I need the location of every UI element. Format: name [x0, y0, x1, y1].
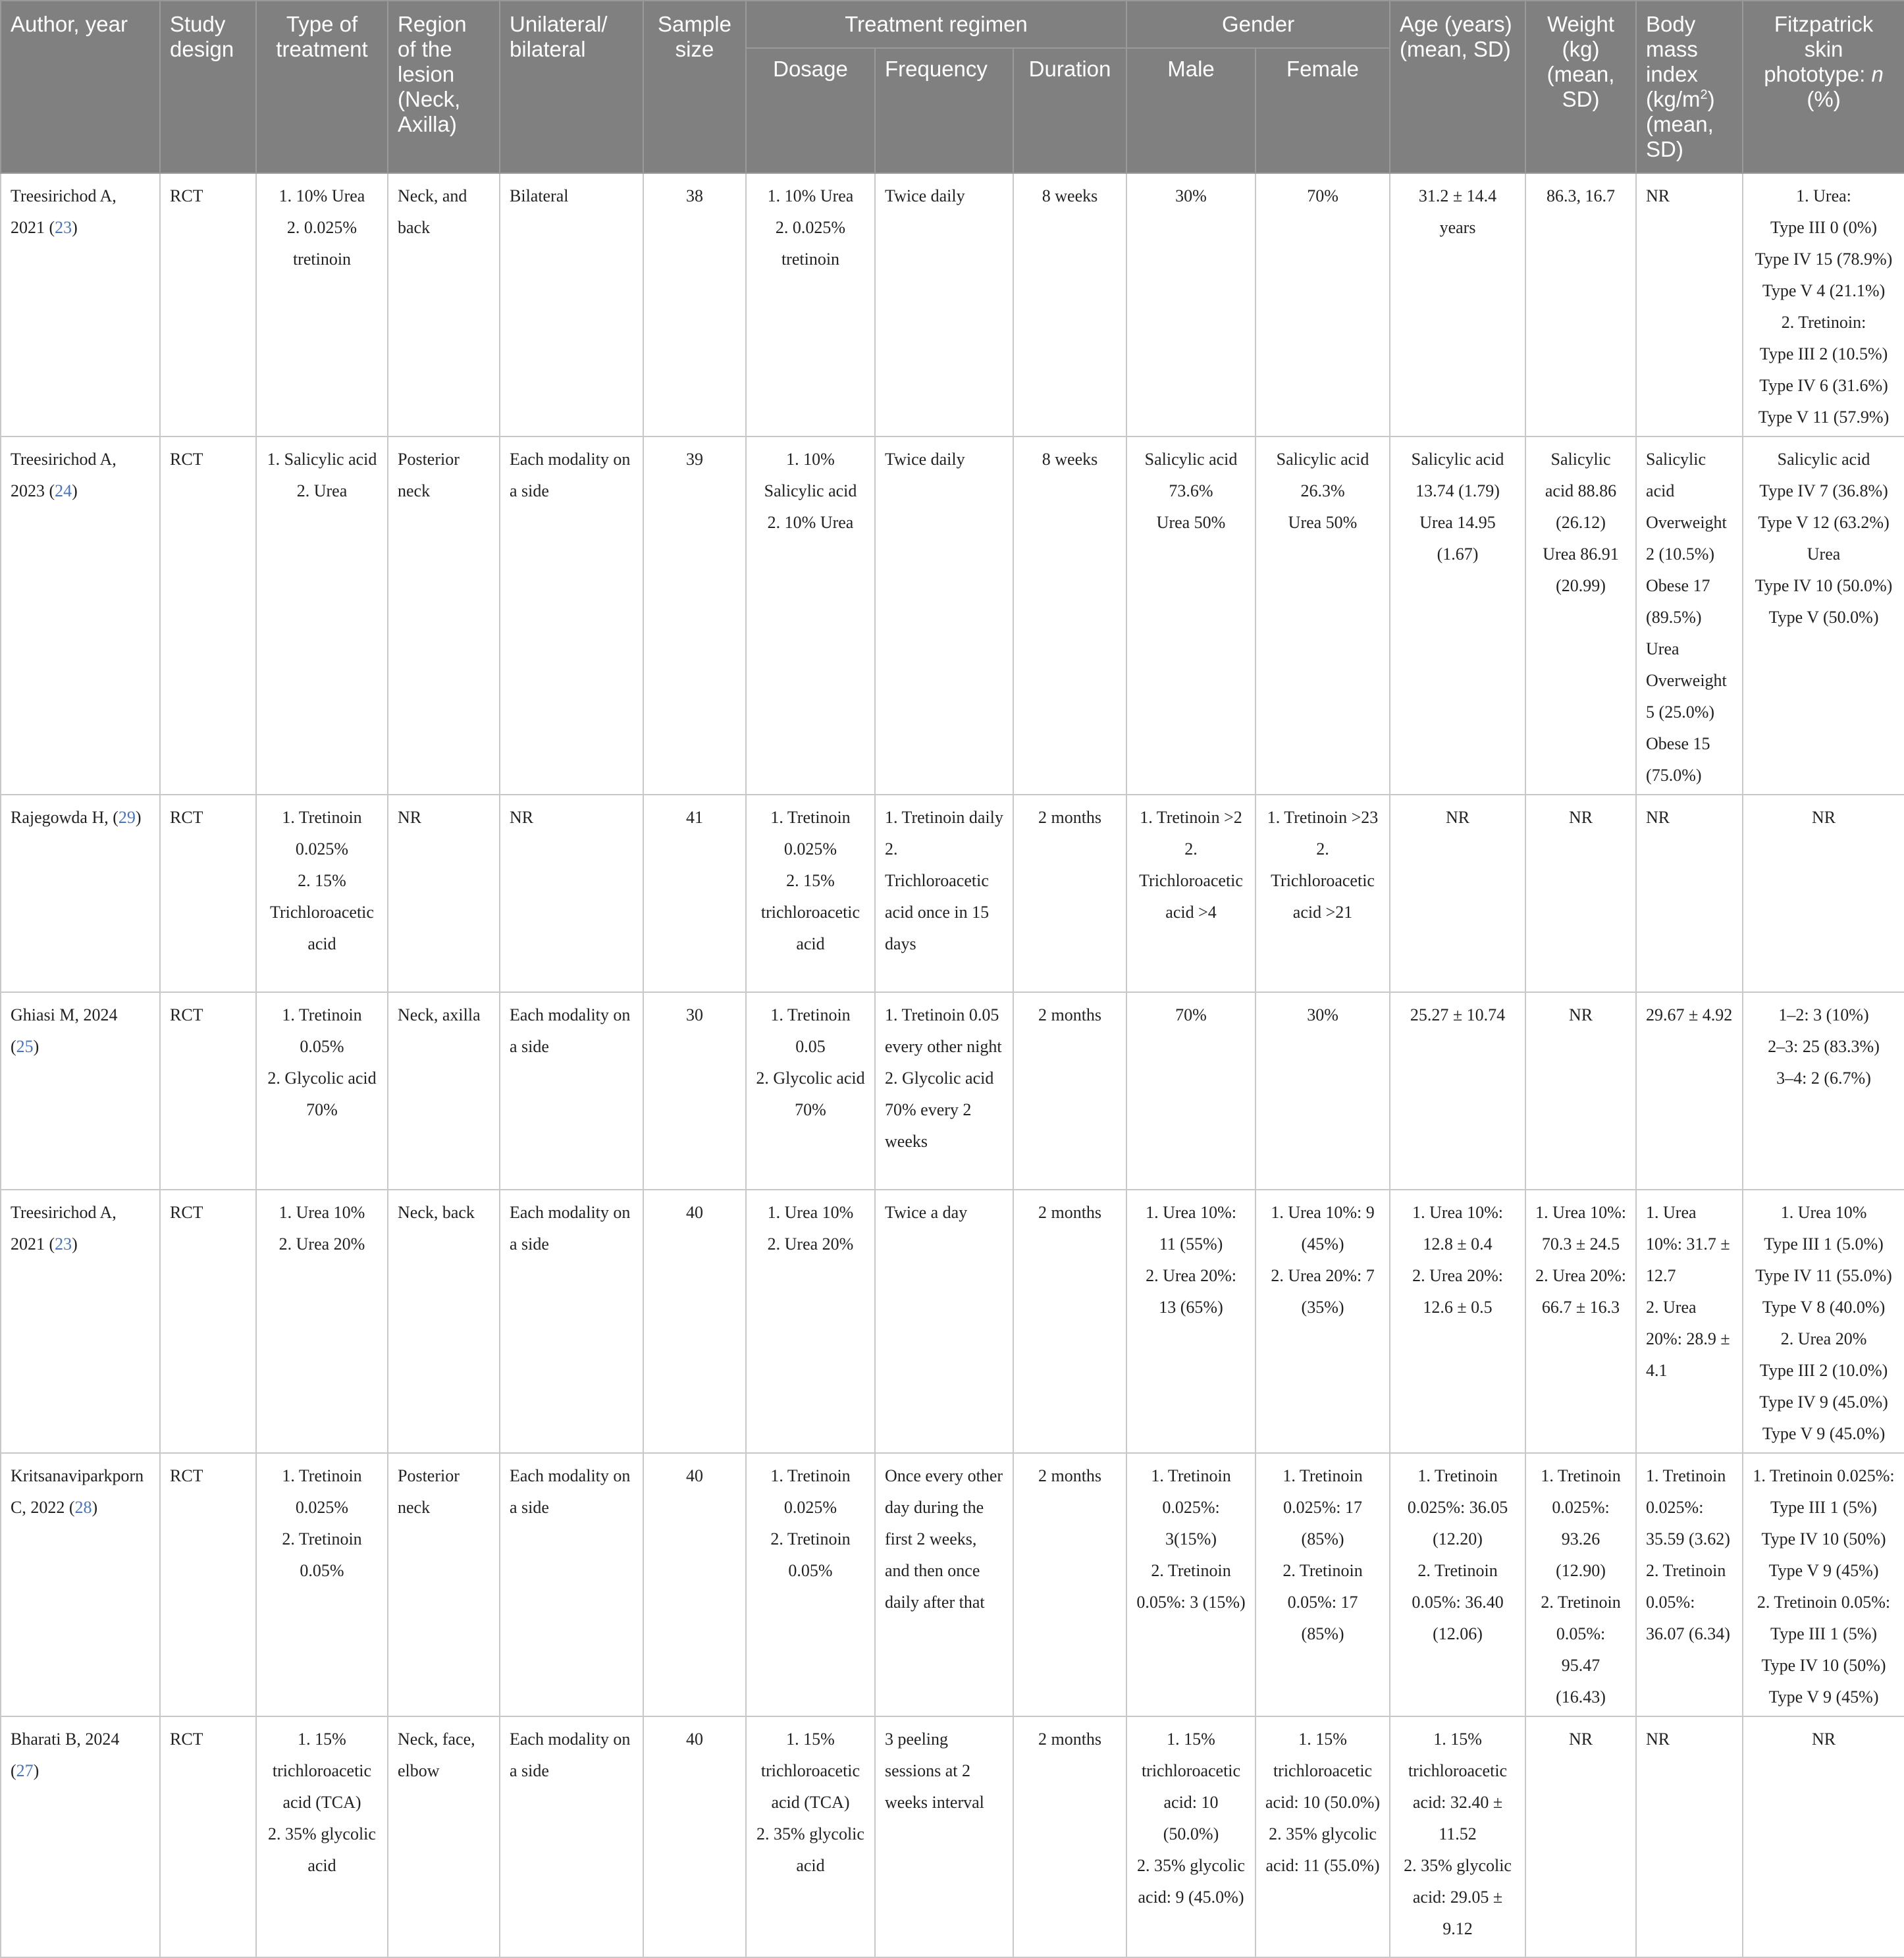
header-frequency: Frequency — [875, 48, 1013, 173]
cell-line: 1. Tretinoin 0.025%: 35.59 (3.62) — [1646, 1466, 1730, 1548]
reference-link[interactable]: 23 — [55, 1234, 72, 1254]
cell-line: Type V 12 (63.2%) — [1758, 513, 1890, 532]
cell-line: 2. 35% glycolic acid — [756, 1824, 864, 1875]
cell-dosage — [746, 795, 875, 992]
cell-female — [1256, 1453, 1390, 1716]
cell-duration: 2 months — [1013, 992, 1126, 1190]
cell-author — [1, 173, 160, 437]
cell-treatment — [256, 173, 388, 437]
cell-age — [1390, 1453, 1525, 1716]
table-row — [1, 1190, 1904, 1453]
cell-line: 2. Trichloroacetic acid >21 — [1271, 839, 1375, 922]
cell-line: Urea 14.95 (1.67) — [1419, 513, 1496, 564]
cell-line: 1. Tretinoin 0.05% — [282, 1005, 362, 1056]
cell-line: 1. Urea: — [1796, 186, 1851, 205]
cell-fitz — [1743, 1716, 1904, 1957]
cell-duration: 2 months — [1013, 1453, 1126, 1716]
cell-line: Type IV 7 (36.8%) — [1759, 481, 1888, 500]
cell-duration: 2 months — [1013, 1716, 1126, 1957]
cell-line: 1. 15% trichloroacetic acid (TCA) — [760, 1730, 860, 1812]
cell-region: Neck, face, elbow — [388, 1716, 500, 1957]
cell-weight — [1525, 1190, 1636, 1453]
cell-line: NR — [1445, 808, 1470, 827]
table-row — [1, 173, 1904, 437]
cell-line: Urea — [1646, 639, 1679, 658]
cell-line: Salicylic acid — [1777, 450, 1870, 469]
cell-region: NR — [388, 795, 500, 992]
cell-line: Twice a day — [885, 1203, 968, 1222]
cell-line: 1. Tretinoin 0.05 every other night — [885, 1005, 1002, 1056]
cell-line: Salicylic acid 13.74 (1.79) — [1411, 450, 1504, 500]
cell-dosage — [746, 437, 875, 795]
cell-line: Type IV 6 (31.6%) — [1759, 376, 1888, 395]
header-fitz-n: n — [1871, 62, 1884, 86]
author-text: Treesirichod A, 2021 ( — [11, 1203, 117, 1254]
table-row — [1, 437, 1904, 795]
cell-weight — [1525, 1716, 1636, 1957]
cell-line: NR — [1646, 186, 1670, 205]
cell-duration: 2 months — [1013, 1190, 1126, 1453]
cell-line: 2. Urea 20%: 66.7 ± 16.3 — [1535, 1266, 1626, 1317]
cell-dosage — [746, 992, 875, 1190]
cell-line: Urea 50% — [1288, 513, 1358, 532]
cell-male — [1126, 173, 1256, 437]
cell-line: 1. Urea 10% — [767, 1203, 854, 1222]
cell-male — [1126, 1190, 1256, 1453]
cell-frequency — [875, 173, 1013, 437]
cell-sample: 39 — [643, 437, 746, 795]
table-header — [1, 1, 1904, 173]
cell-line: 1. 15% trichloroacetic acid (TCA) — [272, 1730, 372, 1812]
cell-frequency — [875, 992, 1013, 1190]
cell-fitz — [1743, 1453, 1904, 1716]
cell-line: 1. Tretinoin daily — [885, 808, 1003, 827]
header-male: Male — [1126, 48, 1256, 173]
cell-line: 2. Glycolic acid 70% every 2 weeks — [885, 1069, 994, 1151]
cell-line: 1. Urea 10%: 12.8 ± 0.4 — [1412, 1203, 1503, 1254]
cell-region: Neck, back — [388, 1190, 500, 1453]
cell-line: 1. Tretinoin 0.025% — [770, 808, 851, 859]
reference-link[interactable]: 27 — [16, 1761, 34, 1780]
cell-line: Overweight 2 (10.5%) — [1646, 513, 1727, 564]
cell-sample: 30 — [643, 992, 746, 1190]
cell-female — [1256, 992, 1390, 1190]
cell-line: 1. Urea 10%: 11 (55%) — [1146, 1203, 1236, 1254]
cell-line: Obese 17 (89.5%) — [1646, 576, 1710, 627]
cell-author — [1, 1190, 160, 1453]
cell-region: Neck, and back — [388, 173, 500, 437]
cell-line: 2. Tretinoin 0.05%: 36.40 (12.06) — [1412, 1561, 1504, 1643]
cell-line: 2. Tretinoin: — [1781, 313, 1866, 332]
cell-line: 2. Trichloroacetic acid >4 — [1139, 839, 1243, 922]
cell-treatment — [256, 1190, 388, 1453]
cell-line: 2. Tretinoin 0.05% — [770, 1529, 851, 1580]
cell-line: 2. Urea — [296, 481, 348, 500]
cell-line: Salicylic acid 73.6% — [1144, 450, 1238, 500]
cell-line: NR — [1646, 1730, 1670, 1749]
cell-line: Type IV 10 (50.0%) — [1755, 576, 1893, 595]
cell-fitz — [1743, 795, 1904, 992]
cell-line: 70% — [1307, 186, 1338, 205]
cell-line: 2. Tretinoin 0.05%: 17 (85%) — [1283, 1561, 1363, 1643]
cell-female — [1256, 1190, 1390, 1453]
cell-line: 2. Tretinoin 0.05% — [282, 1529, 362, 1580]
cell-author — [1, 1453, 160, 1716]
cell-line: 1. 15% trichloroacetic acid: 10 (50.0%) — [1141, 1730, 1241, 1843]
cell-age — [1390, 1190, 1525, 1453]
cell-weight — [1525, 173, 1636, 437]
cell-weight — [1525, 1453, 1636, 1716]
cell-line: Type V 8 (40.0%) — [1762, 1298, 1886, 1317]
cell-treatment — [256, 992, 388, 1190]
author-text-end: ) — [33, 1037, 40, 1056]
cell-line: NR — [1811, 1730, 1836, 1749]
cell-male — [1126, 795, 1256, 992]
cell-weight — [1525, 437, 1636, 795]
cell-line: 1. Tretinoin >2 — [1140, 808, 1242, 827]
header-type-of-treatment: Type of treatment — [256, 1, 388, 173]
cell-line: 1. Urea 10% — [278, 1203, 365, 1222]
cell-line: 1. Tretinoin 0.025%: 36.05 (12.20) — [1407, 1466, 1508, 1548]
cell-line: 2. Glycolic acid 70% — [756, 1069, 865, 1119]
cell-line: 2. Tretinoin 0.05%: — [1757, 1593, 1891, 1612]
header-fitzpatrick — [1743, 1, 1904, 173]
cell-unilateral: Each modality on a side — [500, 437, 643, 795]
cell-line: 1. Tretinoin 0.025% — [282, 808, 362, 859]
cell-sample: 38 — [643, 173, 746, 437]
cell-line: 2. Urea 20%: 28.9 ± 4.1 — [1646, 1298, 1730, 1380]
cell-line: 2. 35% glycolic acid: 29.05 ± 9.12 — [1404, 1856, 1512, 1938]
author-text-end: ) — [72, 1234, 78, 1254]
table-row — [1, 992, 1904, 1190]
cell-age — [1390, 173, 1525, 437]
author-text-end: ) — [72, 218, 78, 237]
author-text: Bharati B, 2024 ( — [11, 1730, 120, 1780]
author-text: Ghiasi M, 2024 ( — [11, 1005, 118, 1056]
cell-dosage — [746, 1190, 875, 1453]
author-text-end: ) — [135, 808, 142, 827]
cell-line: 2. 35% glycolic acid — [268, 1824, 376, 1875]
cell-line: 1. Tretinoin 0.025% — [282, 1466, 362, 1517]
cell-fitz — [1743, 1190, 1904, 1453]
cell-male — [1126, 437, 1256, 795]
cell-line: 1. Tretinoin >23 — [1267, 808, 1379, 827]
cell-line: 1. Urea 10%: 31.7 ± 12.7 — [1646, 1203, 1730, 1285]
cell-bmi — [1636, 795, 1743, 992]
cell-dosage — [746, 173, 875, 437]
cell-line: Salicylic acid — [1646, 450, 1706, 500]
reference-link[interactable]: 23 — [55, 218, 72, 237]
cell-female — [1256, 795, 1390, 992]
cell-line: 2. Urea 20% — [767, 1234, 854, 1254]
cell-design: RCT — [160, 1716, 256, 1957]
author-text: Kritsanaviparkporn C, 2022 ( — [11, 1466, 144, 1517]
header-duration: Duration — [1013, 48, 1126, 173]
cell-line: NR — [1568, 808, 1593, 827]
cell-female — [1256, 173, 1390, 437]
cell-line: 1. 10% Urea — [767, 186, 854, 205]
cell-line: NR — [1646, 808, 1670, 827]
cell-line: Urea 50% — [1156, 513, 1226, 532]
cell-line: 2. Tretinoin 0.05%: 3 (15%) — [1136, 1561, 1246, 1612]
cell-line: NR — [1568, 1730, 1593, 1749]
cell-line: 70% — [1175, 1005, 1207, 1024]
cell-dosage — [746, 1716, 875, 1957]
cell-line: Type V 9 (45.0%) — [1762, 1424, 1886, 1443]
cell-bmi — [1636, 437, 1743, 795]
cell-frequency — [875, 1716, 1013, 1957]
cell-duration: 2 months — [1013, 795, 1126, 992]
cell-line: Type III 0 (0%) — [1770, 218, 1878, 237]
cell-line: Type IV 10 (50%) — [1761, 1529, 1886, 1548]
cell-frequency — [875, 1190, 1013, 1453]
reference-link[interactable]: 25 — [16, 1037, 34, 1056]
cell-design: RCT — [160, 437, 256, 795]
cell-bmi — [1636, 173, 1743, 437]
header-dosage: Dosage — [746, 48, 875, 173]
cell-unilateral: Bilateral — [500, 173, 643, 437]
cell-duration: 8 weeks — [1013, 173, 1126, 437]
cell-frequency — [875, 437, 1013, 795]
cell-frequency — [875, 1453, 1013, 1716]
header-sample-size: Sample size — [643, 1, 746, 173]
header-gender: Gender — [1126, 1, 1390, 48]
cell-line: 2–3: 25 (83.3%) — [1768, 1037, 1880, 1056]
cell-line: 30% — [1175, 186, 1207, 205]
cell-line: Type IV 10 (50%) — [1761, 1656, 1886, 1675]
table-body — [1, 173, 1904, 1957]
cell-line: 1. 10% Salicylic acid — [764, 450, 857, 500]
cell-line: Salicylic acid 88.86 (26.12) — [1545, 450, 1617, 532]
cell-sample: 40 — [643, 1453, 746, 1716]
cell-line: 2. Urea 20%: 12.6 ± 0.5 — [1412, 1266, 1503, 1317]
cell-line: 1. 10% Urea — [278, 186, 365, 205]
cell-sample: 41 — [643, 795, 746, 992]
cell-male — [1126, 1453, 1256, 1716]
cell-line: Urea 86.91 (20.99) — [1543, 544, 1619, 595]
cell-line: 2. Glycolic acid 70% — [267, 1069, 377, 1119]
cell-design: RCT — [160, 1453, 256, 1716]
cell-line: 1. Tretinoin 0.025% — [770, 1466, 851, 1517]
author-text: Treesirichod A, 2021 ( — [11, 186, 117, 237]
table-row — [1, 795, 1904, 992]
cell-author — [1, 437, 160, 795]
cell-line: 31.2 ± 14.4 years — [1418, 186, 1497, 237]
cell-line: 1. Urea 10%: 9 (45%) — [1271, 1203, 1375, 1254]
cell-line: 1. Urea 10% — [1780, 1203, 1867, 1222]
cell-line: NR — [1811, 808, 1836, 827]
cell-weight — [1525, 992, 1636, 1190]
cell-female — [1256, 437, 1390, 795]
cell-line: Obese 15 (75.0%) — [1646, 734, 1710, 785]
cell-frequency — [875, 795, 1013, 992]
cell-line: 29.67 ± 4.92 — [1646, 1005, 1733, 1024]
author-text-end: ) — [92, 1498, 98, 1517]
header-fitz-text: Fitzpatrick skin phototype: — [1764, 12, 1874, 86]
header-bmi — [1636, 1, 1743, 173]
cell-duration: 8 weeks — [1013, 437, 1126, 795]
cell-sample: 40 — [643, 1716, 746, 1957]
cell-line: 2. Tretinoin 0.05%: 95.47 (16.43) — [1541, 1593, 1621, 1707]
cell-author — [1, 1716, 160, 1957]
cell-line: 86.3, 16.7 — [1547, 186, 1616, 205]
cell-line: 2. 15% Trichloroacetic acid — [270, 871, 374, 953]
cell-unilateral: Each modality on a side — [500, 1453, 643, 1716]
cell-region: Posterior neck — [388, 1453, 500, 1716]
cell-line: Type III 1 (5%) — [1770, 1624, 1878, 1643]
cell-weight — [1525, 795, 1636, 992]
cell-line: NR — [1568, 1005, 1593, 1024]
cell-line: 2. 35% glycolic acid: 11 (55.0%) — [1265, 1824, 1380, 1875]
cell-line: 3 peeling sessions at 2 weeks interval — [885, 1730, 984, 1812]
cell-unilateral: Each modality on a side — [500, 1716, 643, 1957]
cell-design: RCT — [160, 992, 256, 1190]
cell-dosage — [746, 1453, 875, 1716]
cell-line: 2. 15% trichloroacetic acid — [760, 871, 860, 953]
cell-unilateral: NR — [500, 795, 643, 992]
header-female: Female — [1256, 48, 1390, 173]
cell-line: 30% — [1307, 1005, 1338, 1024]
cell-line: 2. 35% glycolic acid: 9 (45.0%) — [1137, 1856, 1245, 1907]
cell-treatment — [256, 795, 388, 992]
author-text-end: ) — [33, 1761, 40, 1780]
cell-line: Type IV 15 (78.9%) — [1755, 250, 1893, 269]
author-text: Rajegowda H, ( — [11, 808, 119, 827]
cell-line: 2. Urea 20% — [278, 1234, 365, 1254]
cell-design: RCT — [160, 1190, 256, 1453]
header-bmi-sup: 2 — [1700, 88, 1708, 102]
cell-sample: 40 — [643, 1190, 746, 1453]
cell-line: Type III 2 (10.5%) — [1759, 344, 1888, 363]
cell-line: 1. Salicylic acid — [267, 450, 377, 469]
header-study-design: Study design — [160, 1, 256, 173]
cell-line: 1. Urea 10%: 70.3 ± 24.5 — [1535, 1203, 1626, 1254]
cell-author — [1, 992, 160, 1190]
header-unilateral: Unilateral/ bilateral — [500, 1, 643, 173]
cell-age — [1390, 1716, 1525, 1957]
cell-line: Urea — [1807, 544, 1841, 564]
cell-line: Twice daily — [885, 450, 965, 469]
cell-line: 1. Tretinoin 0.025%: 17 (85%) — [1283, 1466, 1363, 1548]
cell-line: Salicylic acid 26.3% — [1276, 450, 1369, 500]
cell-fitz — [1743, 992, 1904, 1190]
cell-age — [1390, 992, 1525, 1190]
cell-line: 25.27 ± 10.74 — [1410, 1005, 1506, 1024]
author-text: Treesirichod A, 2023 ( — [11, 450, 117, 500]
cell-unilateral: Each modality on a side — [500, 992, 643, 1190]
cell-female — [1256, 1716, 1390, 1957]
cell-line: 1. Tretinoin 0.025%: 3(15%) — [1151, 1466, 1231, 1548]
cell-unilateral: Each modality on a side — [500, 1190, 643, 1453]
header-bmi-text: Body mass index (kg/m — [1646, 12, 1701, 111]
author-text-end: ) — [72, 481, 78, 500]
cell-line: Type III 1 (5%) — [1770, 1498, 1878, 1517]
cell-line: 2. Trichloroacetic acid once in 15 days — [885, 839, 990, 953]
cell-line: Type III 2 (10.0%) — [1759, 1361, 1888, 1380]
cell-bmi — [1636, 1716, 1743, 1957]
cell-line: 2. 0.025% tretinoin — [286, 218, 357, 269]
cell-line: Type V 9 (45%) — [1768, 1561, 1879, 1580]
cell-line: Twice daily — [885, 186, 965, 205]
cell-line: 1. Tretinoin 0.05 — [770, 1005, 851, 1056]
cell-line: 2. Urea 20% — [1780, 1329, 1867, 1348]
cell-line: 2. 0.025% tretinoin — [775, 218, 846, 269]
cell-line: 1. 15% trichloroacetic acid: 32.40 ± 11.52 — [1408, 1730, 1508, 1843]
header-treatment-regimen: Treatment regimen — [746, 1, 1126, 48]
cell-age — [1390, 795, 1525, 992]
cell-line: Type IV 11 (55.0%) — [1755, 1266, 1892, 1285]
header-weight: Weight (kg) (mean, SD) — [1525, 1, 1636, 173]
reference-link[interactable]: 28 — [74, 1498, 92, 1517]
cell-region: Neck, axilla — [388, 992, 500, 1190]
cell-line: Type IV 9 (45.0%) — [1759, 1392, 1888, 1412]
cell-line: 1. Tretinoin 0.025%: — [1753, 1466, 1895, 1485]
cell-treatment — [256, 437, 388, 795]
cell-author — [1, 795, 160, 992]
cell-line: 2. Urea 20%: 13 (65%) — [1146, 1266, 1236, 1317]
cell-line: Overweight 5 (25.0%) — [1646, 671, 1727, 722]
header-region: Region of the lesion (Neck, Axilla) — [388, 1, 500, 173]
cell-fitz — [1743, 173, 1904, 437]
cell-line: Once every other day during the first 2 weeks, and then once daily after that — [885, 1466, 1003, 1612]
cell-line: 1–2: 3 (10%) — [1778, 1005, 1869, 1024]
cell-design: RCT — [160, 795, 256, 992]
cell-age — [1390, 437, 1525, 795]
cell-design: RCT — [160, 173, 256, 437]
cell-line: Type V 9 (45%) — [1768, 1687, 1879, 1707]
header-age: Age (years) (mean, SD) — [1390, 1, 1525, 173]
reference-link[interactable]: 24 — [55, 481, 72, 500]
cell-line: 3–4: 2 (6.7%) — [1776, 1069, 1871, 1088]
cell-line: 1. Tretinoin 0.025%: 93.26 (12.90) — [1541, 1466, 1621, 1580]
table-row — [1, 1453, 1904, 1716]
cell-male — [1126, 1716, 1256, 1957]
cell-line: Type III 1 (5.0%) — [1764, 1234, 1884, 1254]
cell-bmi — [1636, 1190, 1743, 1453]
cell-region: Posterior neck — [388, 437, 500, 795]
cell-bmi — [1636, 1453, 1743, 1716]
header-author-year: Author, year — [1, 1, 160, 173]
reference-link[interactable]: 29 — [118, 808, 136, 827]
cell-line: 1. 15% trichloroacetic acid: 10 (50.0%) — [1265, 1730, 1381, 1812]
cell-bmi — [1636, 992, 1743, 1190]
cell-line: 2. Urea 20%: 7 (35%) — [1271, 1266, 1375, 1317]
table-row — [1, 1716, 1904, 1957]
cell-fitz — [1743, 437, 1904, 795]
header-bmi-text-end: ) (mean, SD) — [1646, 87, 1715, 161]
cell-treatment — [256, 1453, 388, 1716]
cell-male — [1126, 992, 1256, 1190]
cell-treatment — [256, 1716, 388, 1957]
cell-line: Type V (50.0%) — [1768, 608, 1879, 627]
header-fitz-text-end: (%) — [1807, 87, 1841, 111]
cell-line: Type V 4 (21.1%) — [1762, 281, 1886, 300]
cell-line: 2. Tretinoin 0.05%: 36.07 (6.34) — [1646, 1561, 1730, 1643]
cell-line: 2. 10% Urea — [767, 513, 854, 532]
cell-line: Type V 11 (57.9%) — [1758, 408, 1890, 427]
